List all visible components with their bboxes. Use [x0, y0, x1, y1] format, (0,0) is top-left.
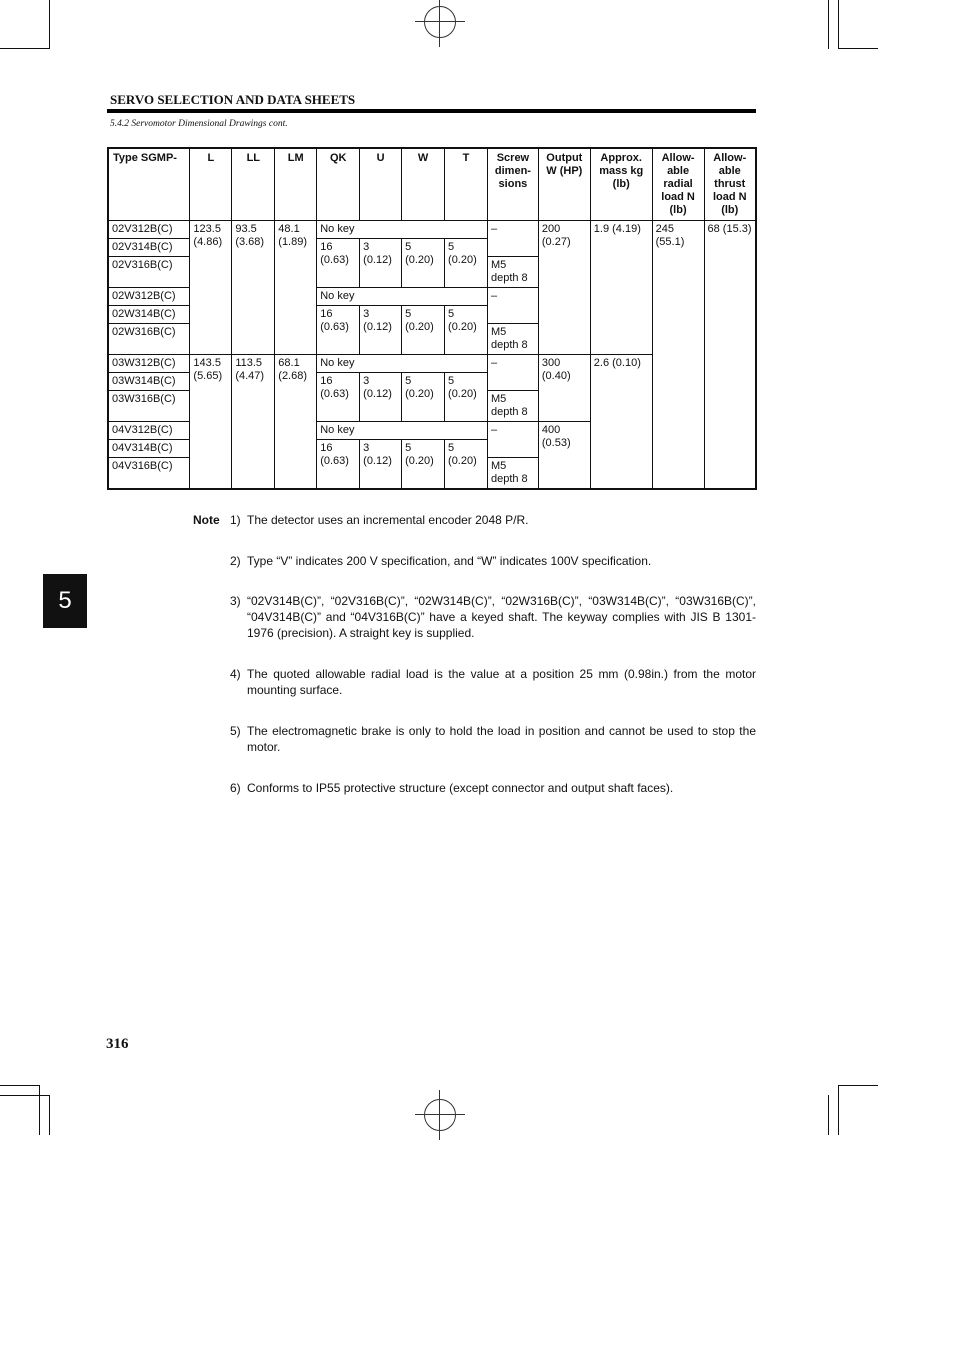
crop-mark: [0, 1085, 40, 1086]
screw-cell: M5 depth 8: [487, 324, 538, 355]
qk-cell: 16 (0.63): [317, 373, 360, 422]
note-label: Note: [193, 513, 220, 527]
note-text: The electromagnetic brake is only to hold the load in position and cannot be used to stop the motor.: [247, 724, 756, 754]
column-header: Screw dimen- sions: [487, 148, 538, 221]
crop-mark: [39, 1085, 40, 1135]
screw-cell: –: [487, 221, 538, 257]
crop-mark: [49, 1095, 50, 1135]
registration-mark: [424, 1099, 456, 1131]
mass-cell: 1.9 (4.19): [590, 221, 652, 355]
crop-mark: [838, 48, 878, 49]
crop-mark: [828, 1095, 829, 1135]
radial-load-cell: 245 (55.1): [652, 221, 704, 490]
type-cell: 03W314B(C): [108, 373, 190, 391]
column-header: QK: [317, 148, 360, 221]
note-text: Conforms to IP55 protective structure (except connector and output shaft faces).: [247, 781, 674, 795]
column-header: Approx. mass kg (lb): [590, 148, 652, 221]
note-item: [230, 780, 756, 796]
type-cell: 03W316B(C): [108, 391, 190, 422]
note-text: “02V314B(C)”, “02V316B(C)”, “02W314B(C)”, “02W316B(C)”, “03W314B(C)”, “03W316B(C)”, “04V314B(C)” and “04V316B(C)” have a keyed shaft. The keyway complies with JIS B 1301-1976 (precision). A straight key is supplied.: [247, 594, 756, 640]
note-item: [230, 512, 756, 528]
t-cell: 5 (0.20): [445, 239, 488, 288]
column-header: Type SGMP-: [108, 148, 190, 221]
ll-cell: 113.5 (4.47): [232, 355, 275, 490]
no-key-cell: No key: [317, 288, 488, 306]
page-number: 316: [106, 1036, 129, 1052]
no-key-cell: No key: [317, 422, 488, 440]
w-cell: 5 (0.20): [402, 239, 445, 288]
note-number: 3): [230, 594, 241, 608]
type-cell: 02W312B(C): [108, 288, 190, 306]
screw-cell: –: [487, 355, 538, 391]
t-cell: 5 (0.20): [445, 306, 488, 355]
qk-cell: 16 (0.63): [317, 306, 360, 355]
crop-mark: [838, 1085, 839, 1135]
thrust-load-cell: 68 (15.3): [704, 221, 756, 490]
title-rule: [107, 109, 756, 113]
note-item: [230, 593, 756, 641]
type-cell: 04V312B(C): [108, 422, 190, 440]
u-cell: 3 (0.12): [360, 373, 402, 422]
u-cell: 3 (0.12): [360, 306, 402, 355]
column-header: U: [360, 148, 402, 221]
registration-mark: [424, 6, 456, 38]
w-cell: 5 (0.20): [402, 440, 445, 490]
crop-mark: [838, 1085, 878, 1086]
type-cell: 04V314B(C): [108, 440, 190, 458]
screw-cell: –: [487, 422, 538, 458]
column-header: T: [445, 148, 488, 221]
u-cell: 3 (0.12): [360, 239, 402, 288]
note-number: 1): [230, 513, 241, 527]
ll-cell: 93.5 (3.68): [232, 221, 275, 355]
type-cell: 02V316B(C): [108, 257, 190, 288]
w-cell: 5 (0.20): [402, 373, 445, 422]
screw-cell: M5 depth 8: [487, 257, 538, 288]
note-text: Type “V” indicates 200 V specification, and “W” indicates 100V specification.: [247, 554, 652, 568]
note-item: [230, 553, 756, 569]
t-cell: 5 (0.20): [445, 373, 488, 422]
column-header: L: [190, 148, 232, 221]
note-number: 6): [230, 781, 241, 795]
chapter-tab: 5: [43, 574, 87, 628]
column-header: W: [402, 148, 445, 221]
qk-cell: 16 (0.63): [317, 239, 360, 288]
output-cell: 300 (0.40): [538, 355, 590, 422]
column-header: LM: [275, 148, 317, 221]
crop-mark: [838, 0, 839, 49]
note-number: 4): [230, 667, 241, 681]
note-text: The quoted allowable radial load is the value at a position 25 mm (0.98in.) from the motor mounting surface.: [247, 667, 756, 697]
crop-mark: [0, 48, 50, 49]
mass-cell: 2.6 (0.10): [590, 355, 652, 490]
column-header: LL: [232, 148, 275, 221]
screw-cell: M5 depth 8: [487, 391, 538, 422]
qk-cell: 16 (0.63): [317, 440, 360, 490]
note-text: The detector uses an incremental encoder 2048 P/R.: [247, 513, 529, 527]
section-title: SERVO SELECTION AND DATA SHEETS: [110, 92, 356, 107]
l-cell: 123.5 (4.86): [190, 221, 232, 355]
w-cell: 5 (0.20): [402, 306, 445, 355]
crop-mark: [828, 0, 829, 49]
lm-cell: 68.1 (2.68): [275, 355, 317, 490]
lm-cell: 48.1 (1.89): [275, 221, 317, 355]
crop-mark: [49, 0, 50, 49]
note-number: 2): [230, 554, 241, 568]
screw-cell: –: [487, 288, 538, 324]
column-header: Allow- able radial load N (lb): [652, 148, 704, 221]
subheading: 5.4.2 Servomotor Dimensional Drawings cont.: [110, 119, 288, 129]
note-item: [230, 723, 756, 755]
note-item: [230, 666, 756, 698]
type-cell: 02W316B(C): [108, 324, 190, 355]
column-header: Output W (HP): [538, 148, 590, 221]
no-key-cell: No key: [317, 355, 488, 373]
spec-table: [107, 147, 757, 490]
table-header-row: [108, 148, 756, 221]
type-cell: 02V312B(C): [108, 221, 190, 239]
output-cell: 200 (0.27): [538, 221, 590, 355]
type-cell: 02W314B(C): [108, 306, 190, 324]
screw-cell: M5 depth 8: [487, 458, 538, 490]
type-cell: 04V316B(C): [108, 458, 190, 490]
note-number: 5): [230, 724, 241, 738]
t-cell: 5 (0.20): [445, 440, 488, 490]
output-cell: 400 (0.53): [538, 422, 590, 490]
type-cell: 03W312B(C): [108, 355, 190, 373]
table-row: [108, 221, 756, 239]
no-key-cell: No key: [317, 221, 488, 239]
type-cell: 02V314B(C): [108, 239, 190, 257]
u-cell: 3 (0.12): [360, 440, 402, 490]
l-cell: 143.5 (5.65): [190, 355, 232, 490]
column-header: Allow- able thrust load N (lb): [704, 148, 756, 221]
crop-mark: [0, 1095, 50, 1096]
